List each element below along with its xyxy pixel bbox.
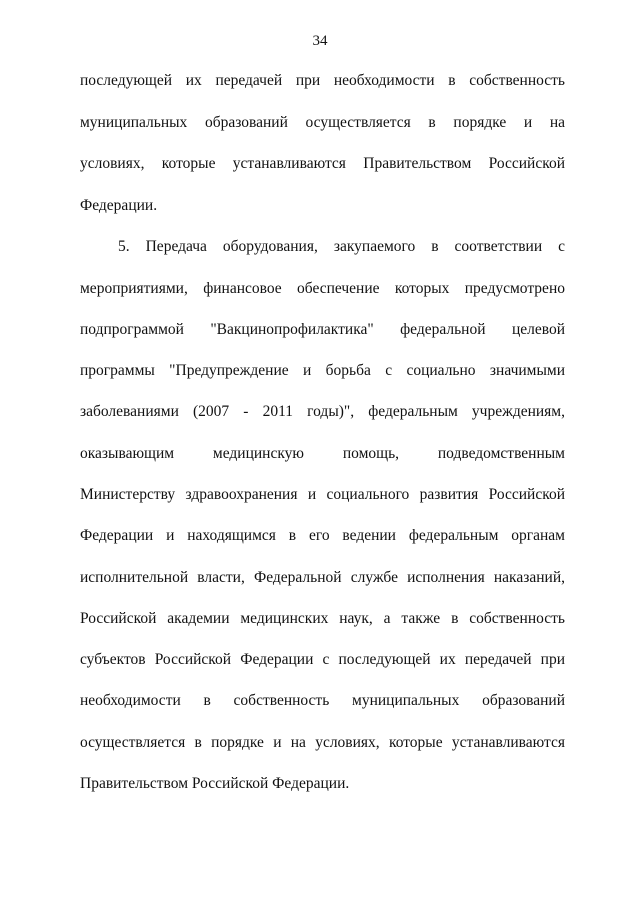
text-line: Министерству здравоохранения и социального развития Российской — [80, 486, 565, 503]
text-line: мероприятиями, финансовое обеспечение которых предусмотрено — [80, 280, 565, 297]
text-line: 5. Передача оборудования, закупаемого в соответствии с — [118, 238, 565, 255]
text-line: Правительством Российской Федерации. — [80, 775, 350, 792]
text-line: условиях, которые устанавливаются Правительством Российской — [80, 155, 565, 172]
text-line: подпрограммой "Вакцинопрофилактика" федеральной целевой — [80, 321, 565, 338]
page-number: 34 — [312, 33, 328, 49]
text-line: заболеваниями (2007 - 2011 годы)", федеральным учреждениям, — [80, 403, 565, 420]
text-line: Федерации. — [80, 197, 158, 214]
text-line: необходимости в собственность муниципальных образований — [80, 692, 565, 709]
text-line: осуществляется в порядке и на условиях, которые устанавливаются — [80, 734, 565, 751]
text-line: Федерации и находящимся в его ведении федеральным органам — [80, 527, 565, 544]
text-line: субъектов Российской Федерации с последующей их передачей при — [80, 651, 565, 668]
text-line: оказывающим медицинскую помощь, подведомственным — [80, 445, 565, 462]
text-line: последующей их передачей при необходимости в собственность — [80, 72, 565, 89]
text-line: муниципальных образований осуществляется в порядке и на — [80, 114, 565, 131]
text-line: программы "Предупреждение и борьба с социально значимыми — [80, 362, 565, 379]
text-line: исполнительной власти, Федеральной службе исполнения наказаний, — [80, 569, 565, 586]
text-line: Российской академии медицинских наук, а также в собственность — [80, 610, 565, 627]
